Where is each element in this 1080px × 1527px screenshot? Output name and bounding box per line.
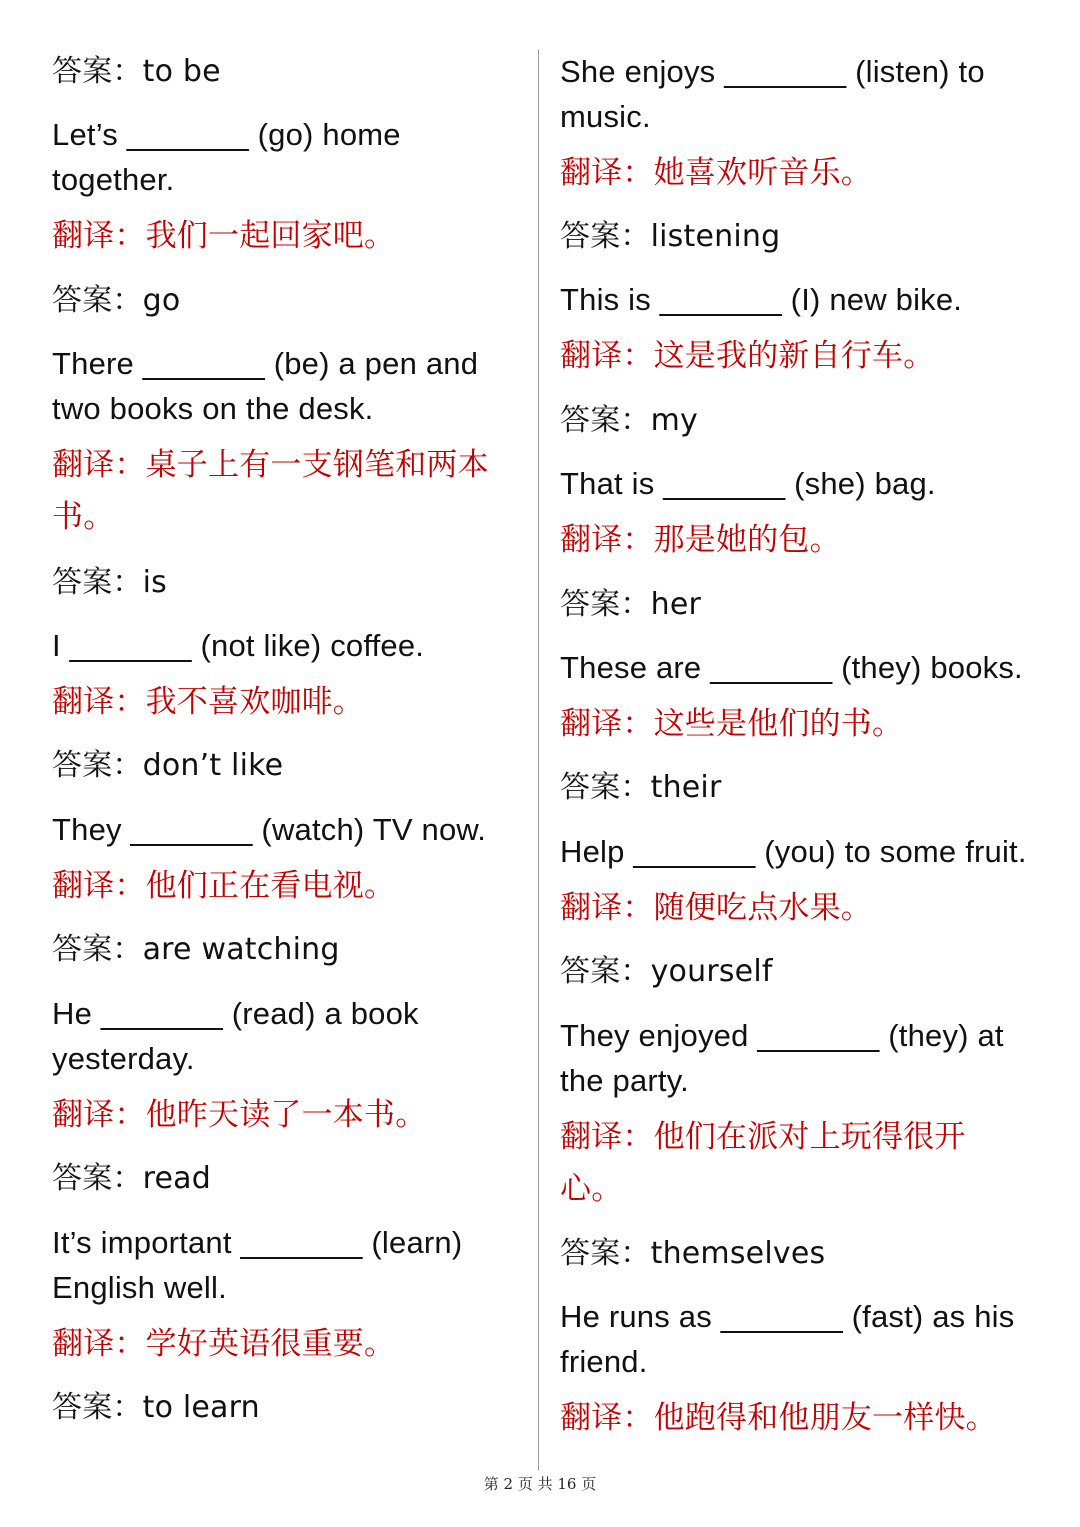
translation-line: 翻译：她喜欢听音乐。: [560, 155, 872, 191]
answer-line: 答案：to learn: [52, 1390, 260, 1425]
translation-line: 翻译：他昨天读了一本书。: [52, 1097, 427, 1133]
question-line: He _______ (read) a book: [52, 996, 419, 1031]
answer-line: 答案：her: [560, 587, 702, 622]
translation-line: 翻译：他跑得和他朋友一样快。: [560, 1400, 997, 1436]
question-line: Let’s _______ (go) home: [52, 117, 401, 152]
translation-line: 翻译：随便吃点水果。: [560, 890, 872, 926]
translation-line: 书。: [52, 499, 115, 535]
answer-line: 答案：are watching: [52, 932, 340, 967]
question-line: two books on the desk.: [52, 391, 374, 426]
translation-line: 翻译：我不喜欢咖啡。: [52, 684, 364, 720]
question-line: They enjoyed _______ (they) at: [560, 1018, 1004, 1053]
question-line: I _______ (not like) coffee.: [52, 628, 425, 663]
question-line: They _______ (watch) TV now.: [52, 812, 487, 847]
answer-line: 答案：themselves: [560, 1236, 826, 1271]
translation-line: 翻译：他们正在看电视。: [52, 868, 396, 904]
answer-line: 答案：go: [52, 283, 181, 318]
translation-line: 翻译：桌子上有一支钢笔和两本: [52, 447, 489, 483]
page-number-footer: 第 2 页 共 16 页: [483, 1475, 597, 1493]
question-line: friend.: [560, 1344, 648, 1379]
question-line: the party.: [560, 1063, 689, 1098]
translation-line: 翻译：这些是他们的书。: [560, 706, 904, 742]
question-line: These are _______ (they) books.: [560, 650, 1023, 685]
question-line: Help _______ (you) to some fruit.: [560, 834, 1027, 869]
answer-line: 答案：don’t like: [52, 748, 284, 783]
question-line: together.: [52, 162, 175, 197]
answer-line: 答案：listening: [560, 219, 781, 254]
translation-line: 翻译：他们在派对上玩得很开: [560, 1119, 966, 1155]
answer-line: 答案：yourself: [560, 954, 773, 989]
question-line: He runs as _______ (fast) as his: [560, 1299, 1015, 1334]
translation-line: 翻译：那是她的包。: [560, 522, 841, 558]
answer-line: 答案：to be: [52, 54, 221, 89]
translation-line: 翻译：学好英语很重要。: [52, 1326, 396, 1362]
question-line: music.: [560, 99, 651, 134]
translation-line: 翻译：这是我的新自行车。: [560, 338, 935, 374]
answer-line: 答案：my: [560, 403, 698, 438]
question-line: It’s important _______ (learn): [52, 1225, 463, 1260]
answer-line: 答案：read: [52, 1161, 211, 1196]
question-line: That is _______ (she) bag.: [560, 466, 936, 501]
question-line: This is _______ (I) new bike.: [560, 282, 963, 317]
column-divider: [538, 50, 539, 1470]
question-line: yesterday.: [52, 1041, 195, 1076]
question-line: She enjoys _______ (listen) to: [560, 54, 985, 89]
answer-line: 答案：their: [560, 770, 722, 805]
translation-line: 心。: [560, 1171, 623, 1207]
translation-line: 翻译：我们一起回家吧。: [52, 218, 396, 254]
question-line: There _______ (be) a pen and: [52, 346, 479, 381]
question-line: English well.: [52, 1270, 227, 1305]
answer-line: 答案：is: [52, 565, 167, 600]
